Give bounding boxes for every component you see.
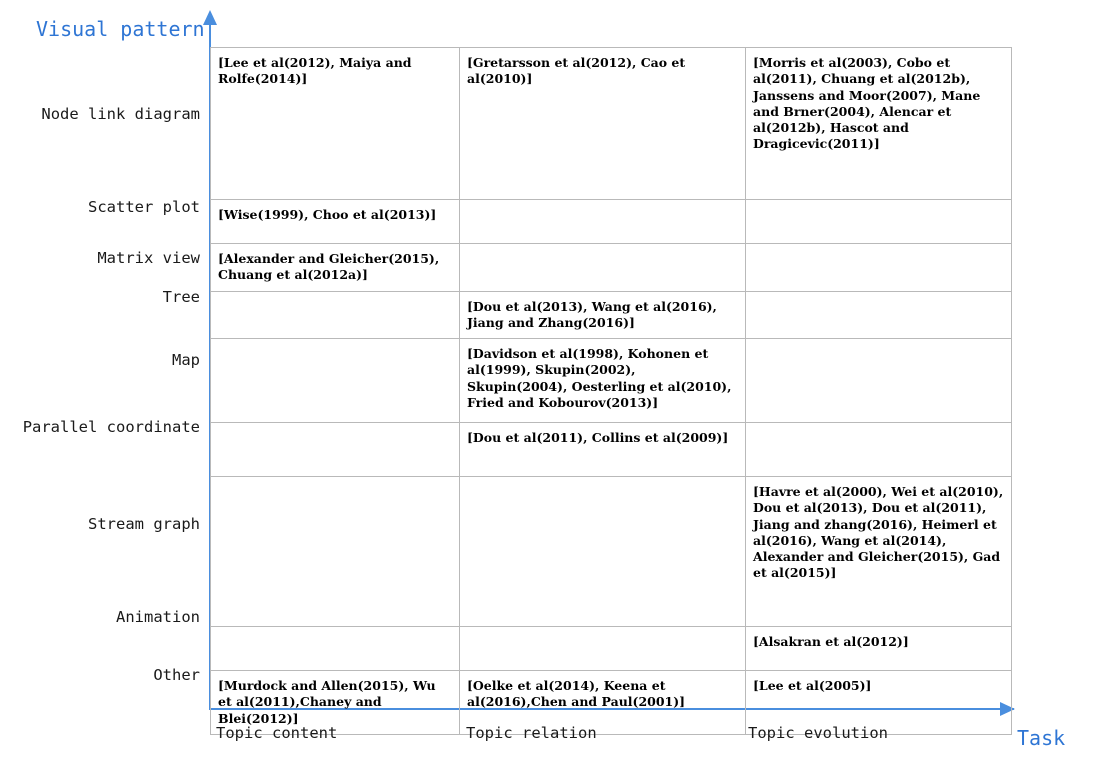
cell-matrix-topic-relation: [460, 244, 746, 292]
column-label-topic-content: Topic content: [216, 724, 338, 742]
cell-map-topic-relation: [Davidson et al(1998), Kohonen et al(1999), Skupin(2002), Skupin(2004), Oesterling et al(2010), Fried and Kobourov(2013)]: [460, 339, 746, 423]
cell-tree-topic-relation: [Dou et al(2013), Wang et al(2016), Jiang and Zhang(2016)]: [460, 291, 746, 339]
cell-scatter-topic-content: [Wise(1999), Choo et al(2013)]: [211, 200, 460, 244]
cell-node-link-topic-evolution: [Morris et al(2003), Cobo et al(2011), Chuang et al(2012b), Janssens and Moor(2007), Mane and Brner(2004), Alencar et al(2012b), Hascot and Dragicevic(2011)]: [746, 48, 1012, 200]
table-row: [211, 244, 1012, 292]
row-label-node-link-diagram: Node link diagram: [41, 105, 200, 123]
row-label-matrix-view: Matrix view: [97, 249, 200, 267]
row-label-other: Other: [153, 666, 200, 684]
cell-other-topic-content: [Murdock and Allen(2015), Wu et al(2011),Chaney and Blei(2012)]: [211, 671, 460, 735]
cell-stream-topic-content: [211, 477, 460, 627]
cell-node-link-topic-content: [Lee et al(2012), Maiya and Rolfe(2014)]: [211, 48, 460, 200]
column-label-topic-relation: Topic relation: [466, 724, 597, 742]
cell-matrix-topic-evolution: [746, 244, 1012, 292]
row-label-group: [0, 0, 209, 762]
column-label-topic-evolution: Topic evolution: [748, 724, 888, 742]
cell-parallel-topic-content: [211, 423, 460, 477]
cell-animation-topic-content: [211, 627, 460, 671]
cell-other-topic-evolution: [Lee et al(2005)]: [746, 671, 1012, 735]
cell-parallel-topic-relation: [Dou et al(2011), Collins et al(2009)]: [460, 423, 746, 477]
cell-node-link-topic-relation: [Gretarsson et al(2012), Cao et al(2010)]: [460, 48, 746, 200]
row-label-tree: Tree: [162, 288, 200, 306]
table-row: [211, 48, 1012, 200]
table-row: [211, 291, 1012, 339]
table-row: [211, 200, 1012, 244]
cell-other-topic-relation: [Oelke et al(2014), Keena et al(2016),Chen and Paul(2001)]: [460, 671, 746, 735]
cell-scatter-topic-relation: [460, 200, 746, 244]
row-label-map: Map: [172, 351, 200, 369]
cell-matrix-topic-content: [Alexander and Gleicher(2015), Chuang et al(2012a)]: [211, 244, 460, 292]
cell-parallel-topic-evolution: [746, 423, 1012, 477]
cell-tree-topic-evolution: [746, 291, 1012, 339]
cell-animation-topic-relation: [460, 627, 746, 671]
row-label-scatter-plot: Scatter plot: [88, 198, 200, 216]
table-row: [211, 477, 1012, 627]
cell-scatter-topic-evolution: [746, 200, 1012, 244]
cell-animation-topic-evolution: [Alsakran et al(2012)]: [746, 627, 1012, 671]
cell-map-topic-evolution: [746, 339, 1012, 423]
cell-map-topic-content: [211, 339, 460, 423]
y-axis-title: Visual pattern: [36, 17, 205, 41]
cell-stream-topic-relation: [460, 477, 746, 627]
cell-tree-topic-content: [211, 291, 460, 339]
cell-stream-topic-evolution: [Havre et al(2000), Wei et al(2010), Dou et al(2013), Dou et al(2011), Jiang and zhang(2016), Heimerl et al(2016), Wang et al(2014), Alexander and Gleicher(2015), Gad et al(2015)]: [746, 477, 1012, 627]
reference-matrix-table: [210, 47, 1012, 735]
table-row: [211, 339, 1012, 423]
table-row: [211, 627, 1012, 671]
row-label-animation: Animation: [116, 608, 200, 626]
x-axis-title: Task: [1017, 726, 1066, 750]
row-label-stream-graph: Stream graph: [88, 515, 200, 533]
row-label-parallel-coordinate: Parallel coordinate: [22, 418, 200, 436]
table-row: [211, 423, 1012, 477]
